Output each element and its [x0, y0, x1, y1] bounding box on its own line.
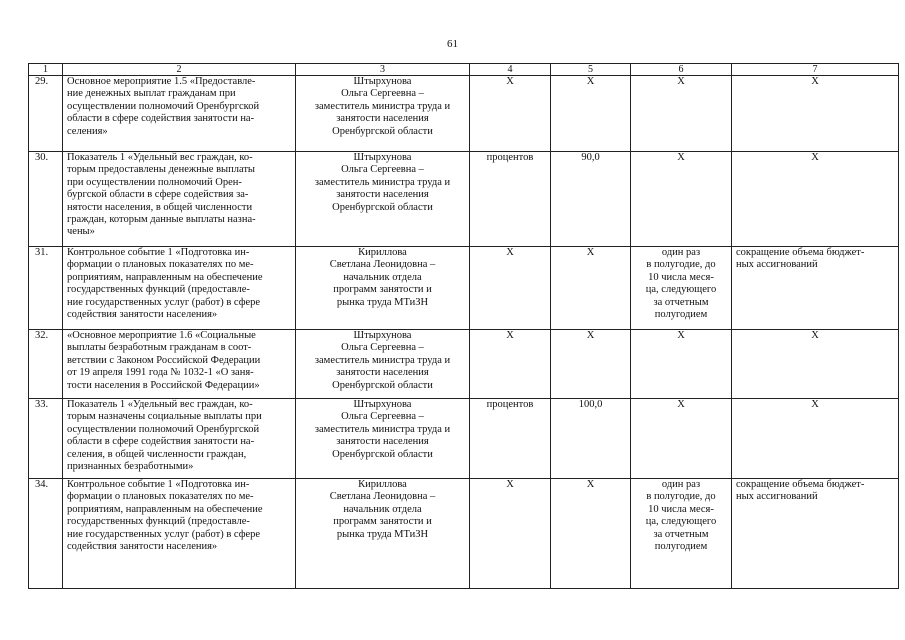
row-number: 31. [29, 247, 63, 330]
value-cell: Х [551, 76, 631, 152]
responsible-person: Штырхунова Ольга Сергеевна – заместитель министра труда и занятости населения Оренбургской области [296, 399, 470, 479]
period-cell: Х [631, 152, 732, 247]
value-cell: Х [551, 247, 631, 330]
unit-cell: Х [470, 330, 551, 399]
table-row [29, 76, 899, 152]
responsible-person: Штырхунова Ольга Сергеевна – заместитель министра труда и занятости населения Оренбургской области [296, 76, 470, 152]
column-number: 2 [63, 64, 296, 76]
event-name: Контрольное событие 1 «Подготовка ин- формации о плановых показателях по ме- роприятиям, направленным на обеспечение государственных функций (предоставле- ние государственных услуг (работ) в сфере содействия занятости населения» [63, 247, 296, 330]
page-number: 61 [447, 38, 458, 50]
value-cell: Х [551, 479, 631, 589]
row-number: 34. [29, 479, 63, 589]
column-number: 1 [29, 64, 63, 76]
column-number: 4 [470, 64, 551, 76]
value-cell: 100,0 [551, 399, 631, 479]
row-number: 30. [29, 152, 63, 247]
period-cell: один раз в полугодие, до 10 числа меся- ца, следующего за отчетным полугодием [631, 479, 732, 589]
responsible-person: Кириллова Светлана Леонидовна – начальник отдела программ занятости и рынка труда МТиЗН [296, 247, 470, 330]
row-number: 29. [29, 76, 63, 152]
column-number: 7 [732, 64, 899, 76]
table-row [29, 247, 899, 330]
period-cell: Х [631, 399, 732, 479]
responsible-person: Штырхунова Ольга Сергеевна – заместитель министра труда и занятости населения Оренбургской области [296, 152, 470, 247]
measures-table [28, 63, 899, 589]
value-cell: Х [551, 330, 631, 399]
unit-cell: процентов [470, 152, 551, 247]
note-cell: Х [732, 76, 899, 152]
note-cell: Х [732, 330, 899, 399]
period-cell: Х [631, 330, 732, 399]
value-cell: 90,0 [551, 152, 631, 247]
column-number: 6 [631, 64, 732, 76]
event-name: Контрольное событие 1 «Подготовка ин- формации о плановых показателях по ме- роприятиям, направленным на обеспечение государственных функций (предоставле- ние государственных услуг (работ) в сфере содействия занятости населения» [63, 479, 296, 589]
column-number-row [29, 64, 899, 76]
column-number: 5 [551, 64, 631, 76]
column-number: 3 [296, 64, 470, 76]
period-cell: Х [631, 76, 732, 152]
responsible-person: Кириллова Светлана Леонидовна – начальник отдела программ занятости и рынка труда МТиЗН [296, 479, 470, 589]
note-cell: Х [732, 152, 899, 247]
unit-cell: Х [470, 247, 551, 330]
row-number: 33. [29, 399, 63, 479]
period-cell: один раз в полугодие, до 10 числа меся- ца, следующего за отчетным полугодием [631, 247, 732, 330]
event-name: «Основное мероприятие 1.6 «Социальные выплаты безработным гражданам в соот- ветствии с Законом Российской Федерации от 19 апреля 1991 года № 1032-1 «О заня- тости населения в Российской Федерации» [63, 330, 296, 399]
unit-cell: Х [470, 479, 551, 589]
unit-cell: Х [470, 76, 551, 152]
table-row [29, 399, 899, 479]
table-row [29, 479, 899, 589]
note-cell: Х [732, 399, 899, 479]
row-number: 32. [29, 330, 63, 399]
table-row [29, 152, 899, 247]
event-name: Показатель 1 «Удельный вес граждан, ко- торым предоставлены денежные выплаты при осуществлении полномочий Орен- бургской области в сфере содействия за- нятости населения, в общей численности граждан, которым данные выплаты назна- чены» [63, 152, 296, 247]
event-name: Основное мероприятие 1.5 «Предоставле- ние денежных выплат гражданам при осуществлении полномочий Оренбургской области в сфере содействия занятости на- селения» [63, 76, 296, 152]
table-row [29, 330, 899, 399]
note-cell: сокращение объема бюджет- ных ассигнований [732, 247, 899, 330]
event-name: Показатель 1 «Удельный вес граждан, ко- торым назначены социальные выплаты при осуществлении полномочий Оренбургской области в сфере содействия занятости на- селения, в общей численности граждан, признанных безработными» [63, 399, 296, 479]
responsible-person: Штырхунова Ольга Сергеевна – заместитель министра труда и занятости населения Оренбургской области [296, 330, 470, 399]
unit-cell: процентов [470, 399, 551, 479]
note-cell: сокращение объема бюджет- ных ассигнований [732, 479, 899, 589]
